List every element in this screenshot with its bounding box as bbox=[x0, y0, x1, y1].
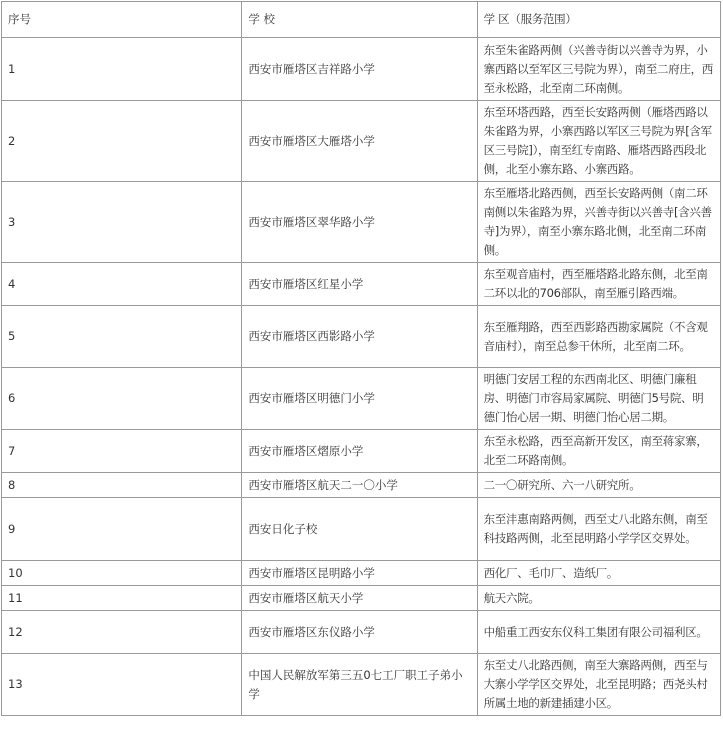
row-school: 西安市雁塔区航天小学 bbox=[242, 586, 477, 611]
table-row bbox=[2, 430, 721, 473]
row-district: 东至永松路，西至高新开发区，南至蒋家寨，北至二环路南侧。 bbox=[477, 430, 720, 473]
table-row bbox=[2, 263, 721, 306]
row-district: 西化厂、毛巾厂、造纸厂。 bbox=[477, 561, 720, 586]
row-school: 西安市雁塔区吉祥路小学 bbox=[242, 38, 477, 101]
row-school: 西安市雁塔区红星小学 bbox=[242, 263, 477, 306]
table-row bbox=[2, 38, 721, 101]
row-no: 6 bbox=[2, 368, 242, 430]
row-district: 东至观音庙村，西至雁塔路北路东侧，北至南二环以北的706部队，南至雁引路西端。 bbox=[477, 263, 720, 306]
table-row bbox=[2, 306, 721, 368]
header-school: 学 校 bbox=[242, 2, 477, 38]
row-district: 东至雁塔北路西侧，西至长安路两侧（南二环南侧以朱雀路为界，兴善寺街以兴善寺[含兴善寺]为界），南至小寨东路北侧，北至南二环南侧。 bbox=[477, 182, 720, 263]
row-school: 西安市雁塔区大雁塔小学 bbox=[242, 101, 477, 182]
header-district: 学 区（服务范围） bbox=[477, 2, 720, 38]
table-row bbox=[2, 368, 721, 430]
row-district: 明德门安居工程的东西南北区、明德门廉租房、明德门市容局家属院、明德门5号院、明德门怡心居一期、明德门怡心居二期。 bbox=[477, 368, 720, 430]
table-row bbox=[2, 498, 721, 561]
table-row bbox=[2, 611, 721, 654]
row-school: 西安市雁塔区东仪路小学 bbox=[242, 611, 477, 654]
table-row bbox=[2, 586, 721, 611]
row-no: 7 bbox=[2, 430, 242, 473]
row-district: 东至环塔西路，西至长安路两侧（雁塔西路以朱雀路为界，小寨西路以军区三号院为界[含军区三号院]），南至红专南路、雁塔西路西段北侧，北至小寨东路、小寨西路。 bbox=[477, 101, 720, 182]
row-no: 9 bbox=[2, 498, 242, 561]
header-no: 序号 bbox=[2, 2, 242, 38]
row-school: 西安市雁塔区熠原小学 bbox=[242, 430, 477, 473]
row-district: 中船重工西安东仪科工集团有限公司福利区。 bbox=[477, 611, 720, 654]
row-school: 中国人民解放军第三五0七工厂职工子弟小学 bbox=[242, 654, 477, 716]
row-district: 航天六院。 bbox=[477, 586, 720, 611]
table-row bbox=[2, 182, 721, 263]
row-district: 二一〇研究所、六一八研究所。 bbox=[477, 473, 720, 498]
row-district: 东至雁翔路，西至西影路西勘家属院（不含观音庙村），南至总参干休所，北至南二环。 bbox=[477, 306, 720, 368]
row-no: 4 bbox=[2, 263, 242, 306]
row-school: 西安日化子校 bbox=[242, 498, 477, 561]
row-no: 12 bbox=[2, 611, 242, 654]
row-no: 13 bbox=[2, 654, 242, 716]
row-school: 西安市雁塔区昆明路小学 bbox=[242, 561, 477, 586]
table-row bbox=[2, 101, 721, 182]
table-header-row bbox=[2, 2, 721, 38]
row-no: 5 bbox=[2, 306, 242, 368]
row-no: 2 bbox=[2, 101, 242, 182]
row-no: 10 bbox=[2, 561, 242, 586]
table-row bbox=[2, 654, 721, 716]
row-no: 8 bbox=[2, 473, 242, 498]
row-no: 11 bbox=[2, 586, 242, 611]
school-district-table bbox=[1, 1, 721, 716]
row-school: 西安市雁塔区西影路小学 bbox=[242, 306, 477, 368]
row-school: 西安市雁塔区航天二一〇小学 bbox=[242, 473, 477, 498]
row-no: 1 bbox=[2, 38, 242, 101]
row-district: 东至朱雀路两侧（兴善寺街以兴善寺为界，小寨西路以至军区三号院为界），南至二府庄，西至永松路，北至南二环南侧。 bbox=[477, 38, 720, 101]
row-district: 东至沣惠南路两侧，西至丈八北路东侧，南至科技路两侧，北至昆明路小学学区交界处。 bbox=[477, 498, 720, 561]
row-school: 西安市雁塔区明德门小学 bbox=[242, 368, 477, 430]
row-district: 东至丈八北路西侧，南至大寨路两侧，西至与大寨小学学区交界处，北至昆明路；西尧头村所属土地的新建插建小区。 bbox=[477, 654, 720, 716]
table-row bbox=[2, 473, 721, 498]
row-school: 西安市雁塔区翠华路小学 bbox=[242, 182, 477, 263]
row-no: 3 bbox=[2, 182, 242, 263]
table-row bbox=[2, 561, 721, 586]
